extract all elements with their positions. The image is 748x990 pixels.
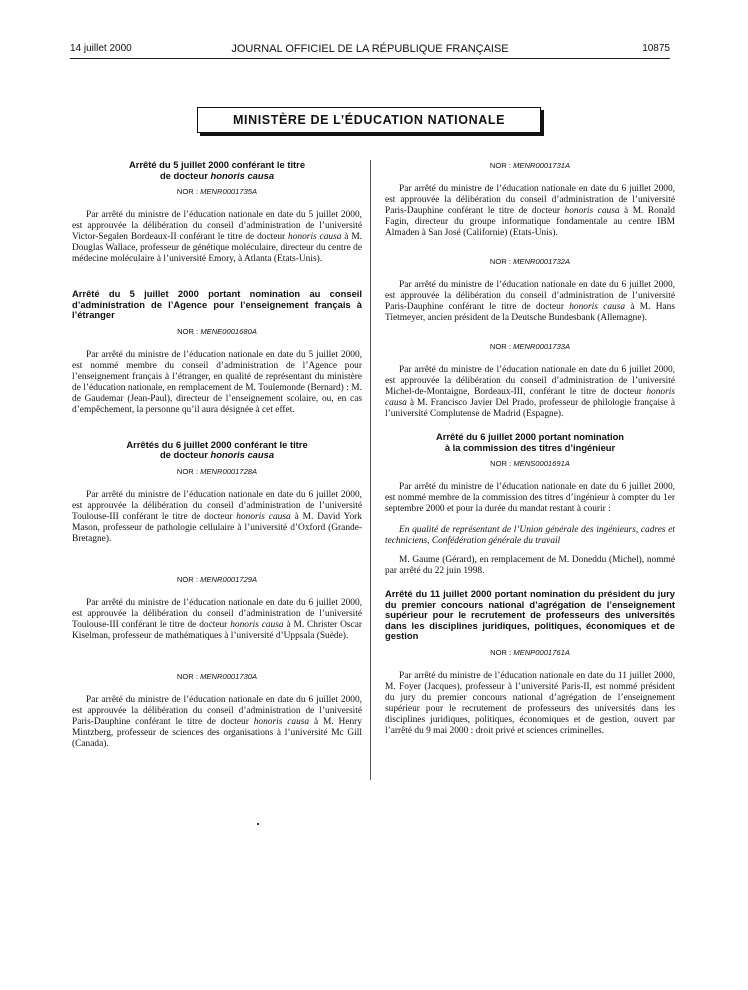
decree-l2 <box>72 440 362 545</box>
page-header <box>70 43 670 59</box>
decree-r3 <box>385 432 675 577</box>
decree-l4 <box>72 671 362 750</box>
decree-title: Arrêté du 11 juillet 2000 portant nomination du président du jury du premier concours national d’agrégation de l’enseignement supérieur pour le recrutement de professeurs des universités dans les disciplines juridiques, politiques, économiques et de gestion <box>385 588 675 641</box>
decree-body: Par arrêté du ministre de l’éducation nationale en date du 11 juillet 2000, M. Foyer (Jacques), professeur à l’université Paris-II, est nommé président du jury du premier concours national d’agrégation de l’enseignement supérieur pour le recrutement de professeurs des universités dans les disciplines juridiques, politiques, économiques et de gestion, ouvert par l’arrêté du 9 mai 2000 : droit privé et sciences criminelles. <box>385 670 675 736</box>
ministry-title: MINISTÈRE DE L’ÉDUCATION NATIONALE <box>232 113 506 127</box>
column-divider <box>370 160 371 780</box>
decree-body: Par arrêté du ministre de l’éducation nationale en date du 6 juillet 2000, est approuvée la délibération du conseil d’administration de l’université Toulouse-III conférant le titre de docteur honoris causa à M. David York Mason, professeur de pathologie cellulaire à l’université d’Oxford (Grande-Bretagne). <box>72 489 362 544</box>
decree-appointee: M. Gaume (Gérard), en remplacement de M. Doneddu (Michel), nommé par arrêté du 22 juin 1998. <box>385 555 675 576</box>
decree-body: Par arrêté du ministre de l’éducation nationale en date du 5 juillet 2000, est nommé membre du conseil d’administration de l’Agence pour l’enseignement français à l’étranger, en qualité de représentant du ministère de l’éducation nationale, en remplacement de M. Toulemonde (Bernard) : M. de Gaudemar (Jean-Paul), directeur de l’enseignement scolaire, ou, en cas d’empêchement, la personne qu’il aura désignée à cet effet. <box>72 349 362 415</box>
decree-title: Arrêté du 6 juillet 2000 portant nomination à la commission des titres d’ingénieur <box>435 431 625 453</box>
header-rule <box>70 58 670 59</box>
journal-title: JOURNAL OFFICIEL DE LA RÉPUBLIQUE FRANÇAISE <box>231 43 509 55</box>
left-column <box>72 160 362 750</box>
nor-reference: NOR : MENR0001735A <box>176 187 258 196</box>
page-mark <box>257 823 259 825</box>
decree-l1 <box>72 289 362 416</box>
decree-l3 <box>72 574 362 642</box>
page-number: 10875 <box>642 43 670 54</box>
nor-reference: NOR : MENR0001728A <box>176 466 258 476</box>
issue-date: 14 juillet 2000 <box>70 43 132 54</box>
nor-reference: NOR : MENR0001730A <box>176 671 258 681</box>
nor-reference: NOR : MENE0001680A <box>177 326 257 336</box>
decree-r1 <box>385 256 675 324</box>
decree-body: Par arrêté du ministre de l’éducation nationale en date du 6 juillet 2000, est approuvée la délibération du conseil d’administration de l’université Michel-de-Montaigne, Bordeaux-III, conférant le titre de docteur honoris causa à M. Francisco Javier Del Prado, professeur de philologie française à l’université Complutense de Madrid (Espagne). <box>385 365 675 419</box>
decree-l0 <box>72 160 362 265</box>
ministry-box <box>197 107 541 133</box>
decree-body: Par arrêté du ministre de l’éducation nationale en date du 6 juillet 2000, est approuvée la délibération du conseil d’administration de l’université Paris-Dauphine conférant le titre de docteur honoris causa à M. Ronald Fagin, directeur du groupe informatique fondamentale au centre IBM Almaden à San José (Californie) (Etats-Unis). <box>385 184 675 238</box>
decree-body: Par arrêté du ministre de l’éducation nationale en date du 6 juillet 2000, est nommé membre de la commission des titres d’ingénieur à compter du 1er septembre 2000 et pour la durée du mandat restant à courir : <box>385 482 675 514</box>
decree-r0 <box>385 160 675 239</box>
decree-body: Par arrêté du ministre de l’éducation nationale en date du 6 juillet 2000, est approuvée la délibération du conseil d’administration de l’université Paris-Dauphine conférant le titre de docteur honoris causa à M. Henry Mintzberg, professeur de sciences des organisations à l’université Mc Gill (Canada). <box>72 694 362 749</box>
nor-reference: NOR : MENR0001733A <box>489 342 571 351</box>
nor-reference: NOR : MENS0001691A <box>490 459 570 468</box>
decree-r2 <box>385 341 675 420</box>
decree-title: Arrêté du 5 juillet 2000 conférant le titre de docteur honoris causa <box>128 159 306 181</box>
decree-r4 <box>385 589 675 737</box>
decree-body: Par arrêté du ministre de l’éducation nationale en date du 6 juillet 2000, est approuvée la délibération du conseil d’administration de l’université Toulouse-III conférant le titre de docteur honoris causa à M. Christer Oscar Kiselman, professeur de mathématiques à l’université d’Uppsala (Suède). <box>72 597 362 641</box>
decree-body: Par arrêté du ministre de l’éducation nationale en date du 6 juillet 2000, est approuvée la délibération du conseil d’administration de l’université Paris-Dauphine conférant le titre de docteur honoris causa à M. Hans Tietmeyer, ancien président de la Deutsche Bundesbank (Allemagne). <box>385 280 675 323</box>
decree-title: Arrêtés du 6 juillet 2000 conférant le titre de docteur honoris causa <box>126 438 308 460</box>
nor-reference: NOR : MENP0001761A <box>490 647 570 657</box>
right-column <box>385 160 675 737</box>
decree-title: Arrêté du 5 juillet 2000 portant nomination au conseil d’administration de l’Agence pour l’enseignement français à l’étranger <box>72 288 362 320</box>
nor-reference: NOR : MENR0001732A <box>489 257 571 266</box>
nor-reference: NOR : MENR0001729A <box>176 574 258 584</box>
decree-body: Par arrêté du ministre de l’éducation nationale en date du 5 juillet 2000, est approuvée la délibération du conseil d’administration de l’université Victor-Segalen Bordeaux-II conférant le titre de docteur honoris causa à M. Douglas Wallace, professeur de génétique moléculaire, directeur du centre de médecine moléculaire à l’université Emory, à Atlanta (Etats-Unis). <box>72 210 362 264</box>
decree-quality: En qualité de représentant de l’Union générale des ingénieurs, cadres et techniciens, Confédération générale du travail <box>385 525 675 546</box>
nor-reference: NOR : MENR0001731A <box>489 161 571 170</box>
